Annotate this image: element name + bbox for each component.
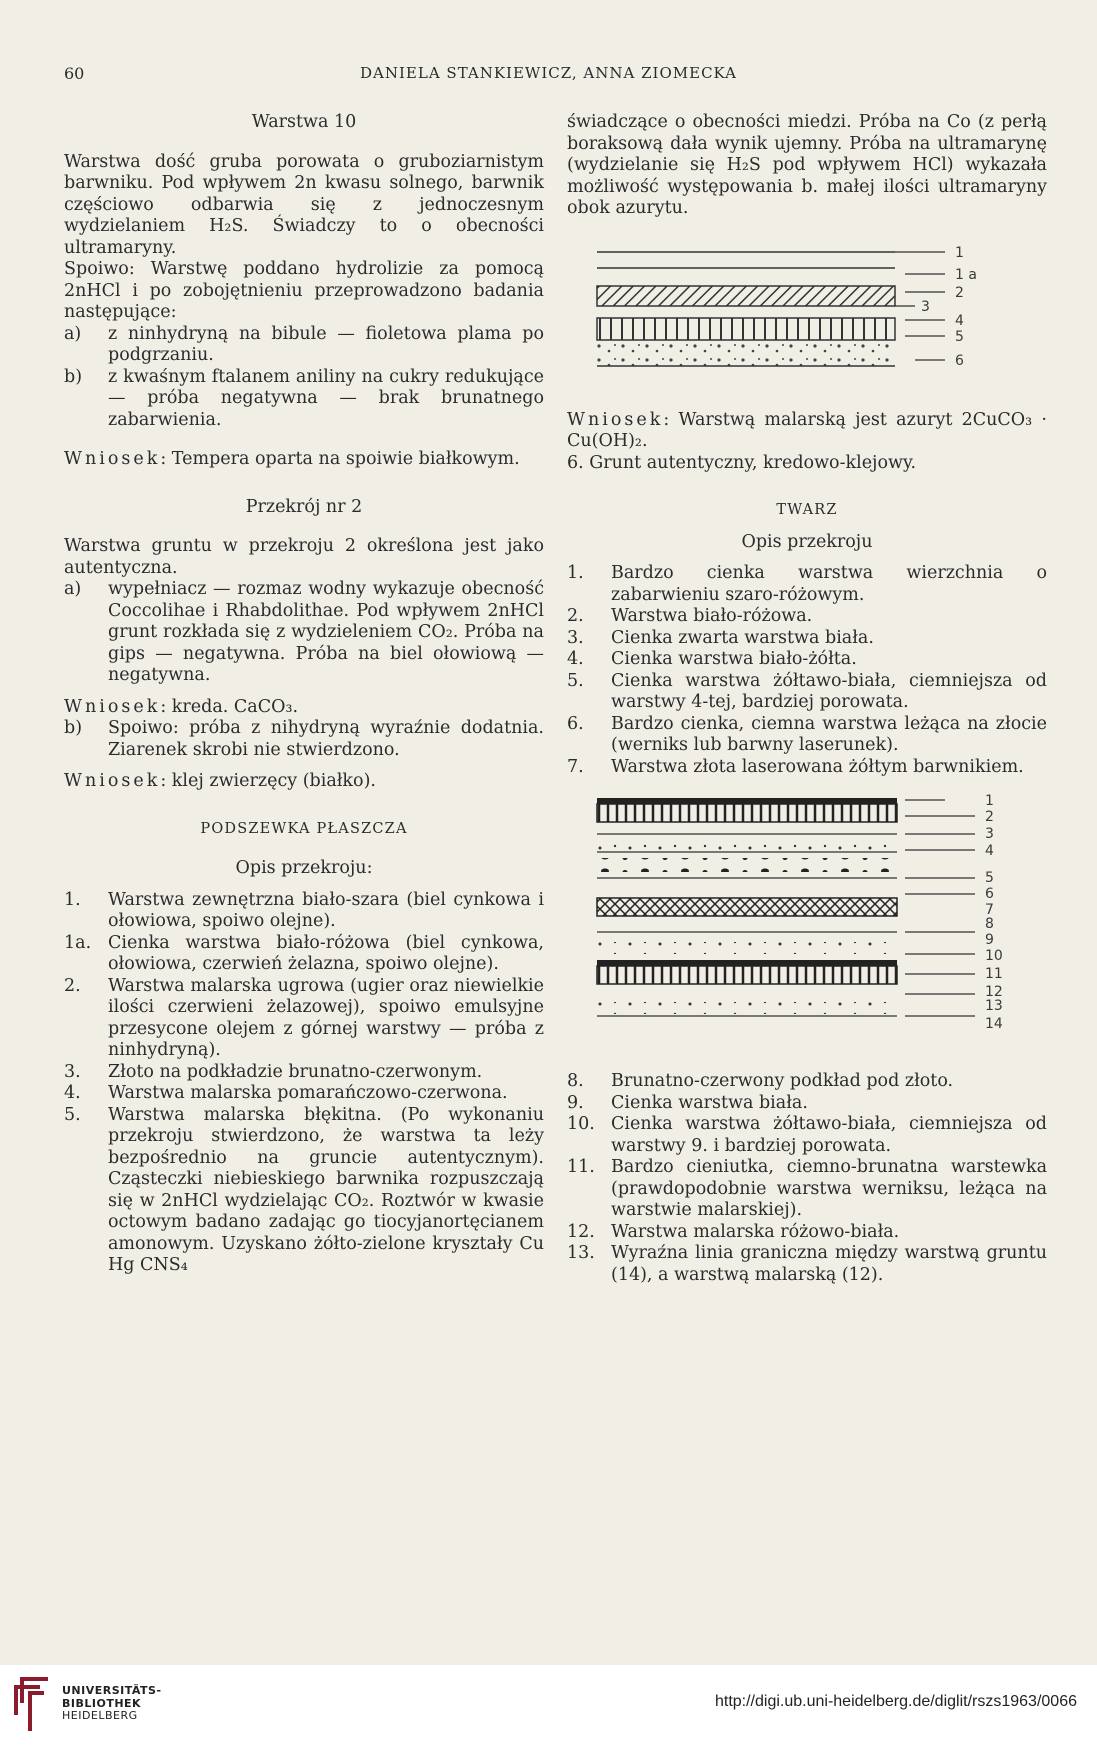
list-marker: 4. — [567, 649, 584, 669]
list-text: Cienka warstwa żółtawo-biała, ciemniejsza od warstwy 9. i bardziej porowata. — [611, 1114, 1047, 1156]
fig-label: 7 — [985, 902, 994, 918]
list-marker: 6. — [567, 713, 584, 734]
fig-label: 9 — [985, 932, 994, 948]
section-heading-podszewka: PODSZEWKA PŁASZCZA — [200, 820, 408, 837]
list-marker: 4. — [64, 1083, 81, 1103]
fig-label: 4 — [985, 843, 994, 859]
list-text: Warstwa malarska pomarańczowo-czerwona. — [108, 1083, 508, 1103]
list-marker: b) — [64, 366, 83, 387]
right-column — [567, 112, 1047, 1286]
list-text: Warstwa biało-różowa. — [611, 606, 813, 626]
list-marker: 10. — [567, 1114, 595, 1134]
page-number: 60 — [64, 64, 85, 83]
list-marker: 1. — [567, 563, 584, 583]
layer-dotted — [597, 344, 895, 366]
list-marker: 1a. — [64, 932, 92, 953]
list-marker: 12. — [567, 1221, 595, 1242]
viewer-footer — [0, 1665, 1097, 1745]
layer-dark — [597, 960, 897, 966]
list-marker: 8. — [567, 1071, 584, 1091]
section-heading-warstwa10: Warstwa 10 — [251, 112, 357, 132]
list-item — [567, 563, 1047, 606]
conclusion-label: Wniosek — [64, 696, 161, 717]
list-item-przekroj2-a — [64, 579, 544, 687]
list-text: Warstwa zewnętrzna biało-szara (biel cynkowa i ołowiowa, spoiwo olejne). — [108, 889, 544, 931]
list-text: Cienka warstwa biała. — [611, 1092, 808, 1113]
conclusion-label: Wniosek — [567, 409, 664, 430]
fig-label: 13 — [985, 998, 1003, 1014]
list-text: Bardzo cieniutka, ciemno-brunatna warstewka (prawdopodobnie warstwa werniksu, leżąca na warstwie malarskiej). — [611, 1157, 1047, 1220]
fig-label: 3 — [985, 826, 994, 842]
list-item-spoiwo-a — [64, 324, 544, 367]
library-name-line: HEIDELBERG — [62, 1709, 138, 1722]
layer-barred — [597, 804, 897, 822]
list-item — [567, 1071, 1047, 1093]
fig-label: 3 — [921, 298, 930, 315]
subheading-opis-przekroju: Opis przekroju — [741, 531, 873, 552]
paragraph-spoiwo: Spoiwo: Warstwę poddano hydrolizie za pomocą 2nHCl i po zobojętnieniu przeprowadzono badania następujące: — [64, 259, 544, 322]
permalink-url[interactable]: http://digi.ub.uni-heidelberg.de/diglit/rszs1963/0066 — [714, 1693, 1077, 1710]
list-item — [567, 1093, 1047, 1115]
list-item — [64, 1083, 544, 1105]
list-item — [64, 1105, 544, 1277]
conclusion-1 — [64, 449, 544, 471]
list-marker: a) — [64, 579, 82, 599]
fig-label: 10 — [985, 948, 1003, 964]
list-item-spoiwo-b — [64, 367, 544, 432]
section-heading-twarz: TWARZ — [776, 502, 838, 518]
twarz-list-2 — [567, 1071, 1047, 1286]
fig-label: 2 — [955, 284, 964, 301]
twarz-list-1 — [567, 563, 1047, 778]
list-text: Cienka warstwa biało-żółta. — [611, 649, 857, 669]
fig-label: 1 — [955, 244, 964, 261]
list-marker: b) — [64, 718, 83, 738]
list-text: z ninhydryną na bibule — fioletowa plama po podgrzaniu. — [108, 323, 544, 365]
list-marker: 2. — [567, 606, 584, 626]
list-marker: 3. — [567, 627, 584, 648]
university-library-logo-icon — [10, 1675, 54, 1735]
list-marker: 1. — [64, 889, 81, 910]
list-marker: 2. — [64, 975, 81, 996]
conclusion-label: Wniosek — [64, 449, 161, 469]
fig-label: 5 — [985, 870, 994, 886]
paragraph-continuation: świadczące o obecności miedzi. Próba na Co (z perłą boraksową dała wynik ujemny. Próba na ultramarynę (wydzielanie się H₂S pod wpływem HCl) wykazała możliwość występowania b. małej ilości ultramaryny obok azurytu. — [567, 112, 1047, 218]
list-marker: 11. — [567, 1157, 595, 1177]
conclusion-azuryt — [567, 410, 1047, 453]
fig-label: 6 — [985, 886, 994, 902]
paragraph-warstwa10: Warstwa dość gruba porowata o gruboziarnistym barwniku. Pod wpływem 2n kwasu solnego, barwnik częściowo odbarwia się z jednoczesnym wydzielaniem H₂S. Świadczy to o obecności ultramaryny. — [64, 151, 544, 258]
list-item-grunt: 6. Grunt autentyczny, kredowo-klejowy. — [567, 452, 917, 473]
list-text: wypełniacz — rozmaz wodny wykazuje obecność Coccolihae i Rhabdolithae. Pod wpływem 2nHCl grunt rozkłada się z wydzieleniem CO₂. Próba na gips — negatywna. Próba na biel ołowiową — negatywna. — [108, 579, 544, 685]
conclusion-text: : Warstwą malarską jest azuryt 2CuCO₃ · Cu(OH)₂. — [567, 409, 1047, 451]
list-item — [567, 1157, 1047, 1222]
fig-label: 8 — [985, 916, 994, 932]
library-name-line: BIBLIOTHEK — [62, 1696, 142, 1710]
fig-label: 5 — [955, 328, 964, 345]
list-marker: 3. — [64, 1061, 81, 1082]
list-text: Warstwa złota laserowana żółtym barwnikiem. — [611, 756, 1024, 777]
list-item — [567, 671, 1047, 714]
list-text: Brunatno-czerwony podkład pod złoto. — [611, 1071, 954, 1091]
list-text: Spoiwo: próba z nihydryną wyraźnie dodatnia. Ziarenek skrobi nie stwierdzono. — [108, 718, 544, 760]
list-text: Cienka zwarta warstwa biała. — [611, 627, 874, 648]
list-marker: 5. — [64, 1104, 81, 1125]
conclusion-text: : Tempera oparta na spoiwie białkowym. — [160, 449, 520, 469]
list-item — [64, 976, 544, 1062]
cross-section-figure-1 — [595, 244, 1015, 384]
list-item — [567, 628, 1047, 650]
left-column — [64, 112, 544, 1277]
list-item — [567, 1222, 1047, 1244]
list-text: Wyraźna linia graniczna między warstwą gruntu (14), a warstwą malarską (12). — [611, 1243, 1047, 1285]
library-name-line: UNIVERSITÄTS- — [62, 1684, 162, 1697]
conclusion-label: Wniosek — [64, 771, 161, 791]
fig-label: 11 — [985, 966, 1003, 982]
list-text: Cienka warstwa biało-różowa (biel cynkowa, ołowiowa, czerwień żelazna, spoiwo olejne). — [108, 932, 544, 974]
podszewka-list — [64, 890, 544, 1277]
fig-label: 1 a — [955, 266, 977, 283]
list-item — [567, 1243, 1047, 1286]
fig-label: 12 — [985, 984, 1003, 1000]
conclusion-3 — [64, 771, 544, 793]
layer-dotted — [597, 1002, 897, 1014]
cross-section-figure-2 — [595, 794, 1025, 1049]
layer-dotted — [597, 942, 897, 954]
layer-barred — [597, 318, 895, 340]
paragraph-przekroj2: Warstwa gruntu w przekroju 2 określona jest jako autentyczna. — [64, 536, 544, 578]
layer-particles — [597, 858, 897, 872]
list-text: Bardzo cienka warstwa wierzchnia o zabarwieniu szaro-różowym. — [611, 563, 1047, 605]
list-text: Warstwa malarska różowo-biała. — [611, 1221, 900, 1242]
list-item — [567, 757, 1047, 779]
fig-label: 14 — [985, 1016, 1003, 1032]
list-marker: 5. — [567, 670, 584, 691]
conclusion-text: : klej zwierzęcy (białko). — [160, 771, 376, 791]
fig-label: 2 — [985, 809, 994, 825]
fig-label: 1 — [985, 794, 994, 809]
section-heading-przekroj2: Przekrój nr 2 — [245, 496, 363, 517]
layer-hatched — [597, 286, 895, 306]
list-text: Cienka warstwa żółtawo-biała, ciemniejsza od warstwy 4-tej, bardziej porowata. — [611, 670, 1047, 712]
list-marker: 7. — [567, 756, 584, 777]
list-text: Warstwa malarska błękitna. (Po wykonaniu przekroju stwierdzono, że warstwa ta leży bezpośrednio na gruncie autentycznym). Cząsteczki niebieskiego barwnika rozpuszczają się w 2nHCl wydzielając CO₂. Roztwór w kwasie octowym badano zadając go tiocyjanortęcianem amonowym. Uzyskano żółto-zielone kryształy Cu Hg CNS₄ — [108, 1104, 544, 1275]
list-marker: 13. — [567, 1243, 595, 1263]
list-text: Złoto na podkładzie brunatno-czerwonym. — [108, 1061, 483, 1082]
fig-label: 4 — [955, 312, 964, 329]
list-text: Warstwa malarska ugrowa (ugier oraz niewielkie ilości czerwieni żelazowej), spoiwo emulsyjne przesycone olejem z górnej warstwy — próba z ninhydryną). — [108, 975, 544, 1060]
layer-dark-top — [597, 798, 897, 804]
list-marker: a) — [64, 323, 82, 344]
layer-crosshatched — [597, 898, 897, 916]
fig-label: 6 — [955, 352, 964, 369]
conclusion-2 — [64, 697, 544, 719]
list-item — [567, 1114, 1047, 1157]
list-text: z kwaśnym ftalanem aniliny na cukry redukujące — próba negatywna — brak brunatnego zabarwienia. — [108, 366, 544, 430]
list-item — [64, 933, 544, 976]
list-item — [64, 890, 544, 933]
list-item — [567, 714, 1047, 757]
layer-barred — [597, 966, 897, 984]
list-item-przekroj2-b — [64, 718, 544, 761]
conclusion-text: : kreda. CaCO₃. — [160, 696, 299, 717]
running-title: DANIELA STANKIEWICZ, ANNA ZIOMECKA — [360, 64, 737, 82]
layer-dotted — [597, 838, 897, 850]
library-name — [62, 1685, 162, 1723]
list-text: Bardzo cienka, ciemna warstwa leżąca na złocie (werniks lub barwny laserunek). — [611, 713, 1047, 755]
list-item — [64, 1062, 544, 1084]
list-item — [567, 606, 1047, 628]
list-marker: 9. — [567, 1092, 584, 1113]
subheading-opis-przekroju: Opis przekroju: — [235, 858, 373, 878]
list-item — [567, 649, 1047, 671]
